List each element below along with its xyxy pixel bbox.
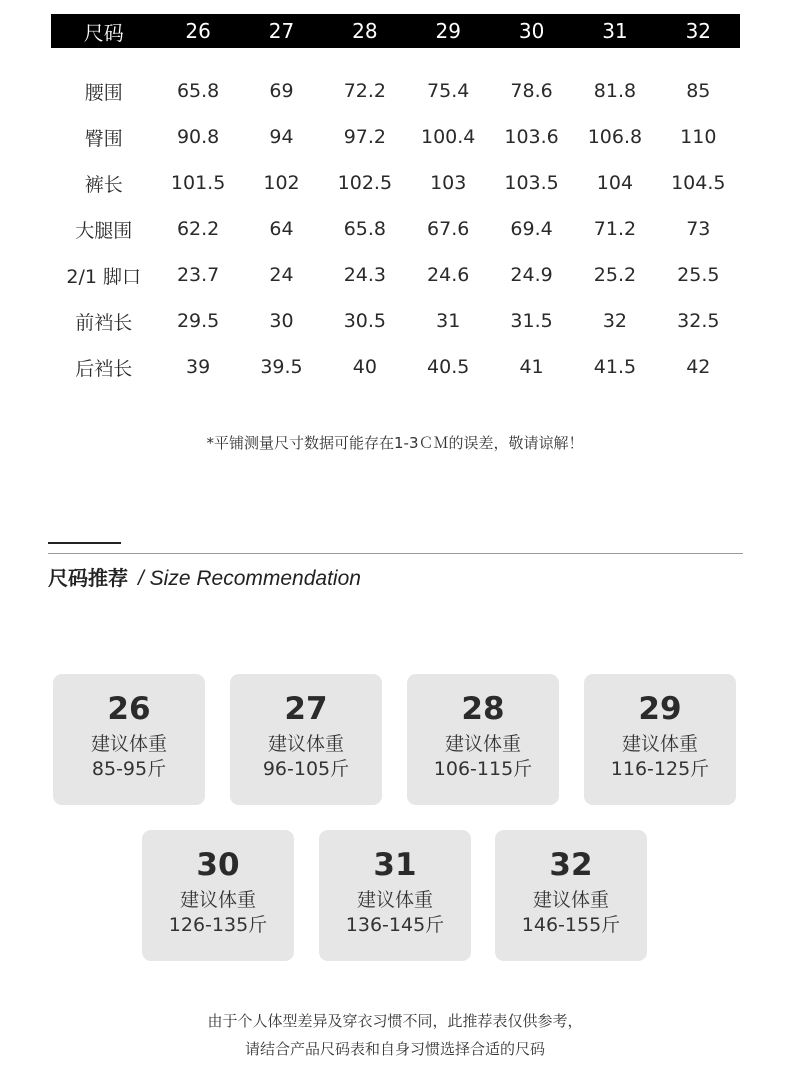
row-label: 腰围 (84, 81, 123, 104)
table-cell: 32.5 (677, 310, 720, 332)
table-cell: 104.5 (671, 172, 726, 194)
section-divider (48, 553, 743, 554)
header-cell: 27 (240, 14, 323, 48)
table-cell: 78.6 (510, 80, 553, 102)
table-cell: 24.6 (427, 264, 470, 286)
table-cell: 40 (352, 356, 377, 378)
card-weight-range: 146-155斤 (521, 914, 621, 936)
table-cell: 65.8 (343, 218, 386, 240)
card-label: 建议体重 (532, 889, 609, 911)
card-label: 建议体重 (621, 733, 698, 755)
table-cell: 39.5 (260, 356, 303, 378)
header-cell: 31 (573, 14, 656, 48)
table-cell: 24.3 (343, 264, 386, 286)
section-title-zh: 尺码推荐 (48, 566, 128, 590)
header-cell: 30 (490, 14, 573, 48)
card-size: 26 (107, 691, 151, 727)
table-cell: 110 (680, 126, 717, 148)
header-cell: 26 (156, 14, 239, 48)
card-size: 29 (638, 691, 682, 727)
table-cell: 103 (430, 172, 467, 194)
table-cell: 64 (269, 218, 294, 240)
table-cell: 31 (436, 310, 461, 332)
table-cell: 100.4 (421, 126, 476, 148)
table-cell: 71.2 (593, 218, 637, 240)
card-label: 建议体重 (90, 733, 167, 755)
measurement-note: *平铺测量尺寸数据可能存在1-3ＣＭ的误差，敬请谅解！ (206, 434, 584, 452)
card-label: 建议体重 (444, 733, 521, 755)
table-row (51, 298, 740, 344)
table-cell: 24.9 (510, 264, 553, 286)
table-cell: 85 (686, 80, 711, 102)
header-cell: 29 (407, 14, 490, 48)
table-cell: 106.8 (587, 126, 643, 148)
card-weight-range: 106-115斤 (433, 758, 533, 780)
table-cell: 69.4 (510, 218, 553, 240)
table-row (51, 252, 740, 298)
table-cell: 30 (269, 310, 294, 332)
table-cell: 103.5 (504, 172, 559, 194)
table-cell: 41.5 (593, 356, 637, 378)
table-cell: 25.5 (677, 264, 720, 286)
table-cell: 67.6 (427, 218, 470, 240)
size-card (230, 674, 382, 805)
table-cell: 102 (263, 172, 300, 194)
table-cell: 32 (602, 310, 628, 332)
row-label: 臀围 (84, 127, 123, 150)
table-cell: 40.5 (427, 356, 470, 378)
size-card (53, 674, 205, 805)
table-cell: 101.5 (170, 172, 226, 194)
header-cell: 尺码 (51, 14, 156, 48)
table-row (51, 48, 740, 114)
size-card (142, 830, 294, 961)
card-size: 27 (284, 691, 328, 727)
table-cell: 25.2 (593, 264, 637, 286)
table-cell: 41 (519, 356, 544, 378)
table-row (51, 206, 740, 252)
row-label: 大腿围 (75, 219, 133, 242)
row-label: 后裆长 (75, 357, 133, 380)
card-size: 31 (373, 847, 417, 883)
table-cell: 39 (186, 356, 211, 378)
card-weight-range: 126-135斤 (168, 914, 268, 936)
footer-note-line1: 由于个人体型差异及穿衣习惯不同，此推荐表仅供参考， (207, 1012, 583, 1030)
row-label: 2/1 脚口 (66, 265, 142, 288)
table-row (51, 160, 740, 206)
section-title-en: / Size Recommendation (138, 567, 361, 590)
size-chart-header-row (51, 14, 740, 48)
table-cell: 97.2 (343, 126, 386, 148)
table-cell: 42 (686, 356, 711, 378)
card-weight-range: 85-95斤 (91, 758, 167, 780)
table-cell: 23.7 (176, 264, 220, 286)
table-cell: 103.6 (504, 126, 559, 148)
table-cell: 72.2 (343, 80, 386, 102)
size-card (584, 674, 736, 805)
size-card (495, 830, 647, 961)
table-cell: 90.8 (176, 126, 220, 148)
table-cell: 31.5 (510, 310, 553, 332)
row-label: 前裆长 (75, 311, 133, 334)
table-cell: 65.8 (176, 80, 220, 102)
section-accent-rule (48, 542, 121, 544)
size-card (407, 674, 559, 805)
table-cell: 62.2 (176, 218, 220, 240)
table-cell: 29.5 (176, 310, 220, 332)
table-cell: 75.4 (427, 80, 470, 102)
table-cell: 102.5 (337, 172, 393, 194)
size-card (319, 830, 471, 961)
table-cell: 73 (686, 218, 711, 240)
row-label: 裤长 (84, 173, 123, 196)
card-weight-range: 116-125斤 (610, 758, 710, 780)
card-label: 建议体重 (179, 889, 256, 911)
table-cell: 104 (596, 172, 634, 194)
table-row (51, 344, 740, 390)
card-weight-range: 136-145斤 (345, 914, 445, 936)
card-label: 建议体重 (356, 889, 433, 911)
table-cell: 81.8 (593, 80, 637, 102)
card-label: 建议体重 (267, 733, 344, 755)
footer-note-line2: 请结合产品尺码表和自身习惯选择合适的尺码 (244, 1040, 545, 1058)
table-cell: 69 (269, 80, 294, 102)
card-size: 30 (196, 847, 240, 883)
card-size: 28 (461, 691, 505, 727)
table-row (51, 114, 740, 160)
section-heading (48, 562, 361, 591)
card-weight-range: 96-105斤 (262, 758, 350, 780)
header-cell: 32 (657, 14, 740, 48)
table-cell: 94 (269, 126, 294, 148)
table-cell: 30.5 (343, 310, 386, 332)
card-size: 32 (549, 847, 593, 883)
table-cell: 24 (269, 264, 294, 286)
header-cell: 28 (323, 14, 406, 48)
size-chart-table (51, 14, 740, 390)
